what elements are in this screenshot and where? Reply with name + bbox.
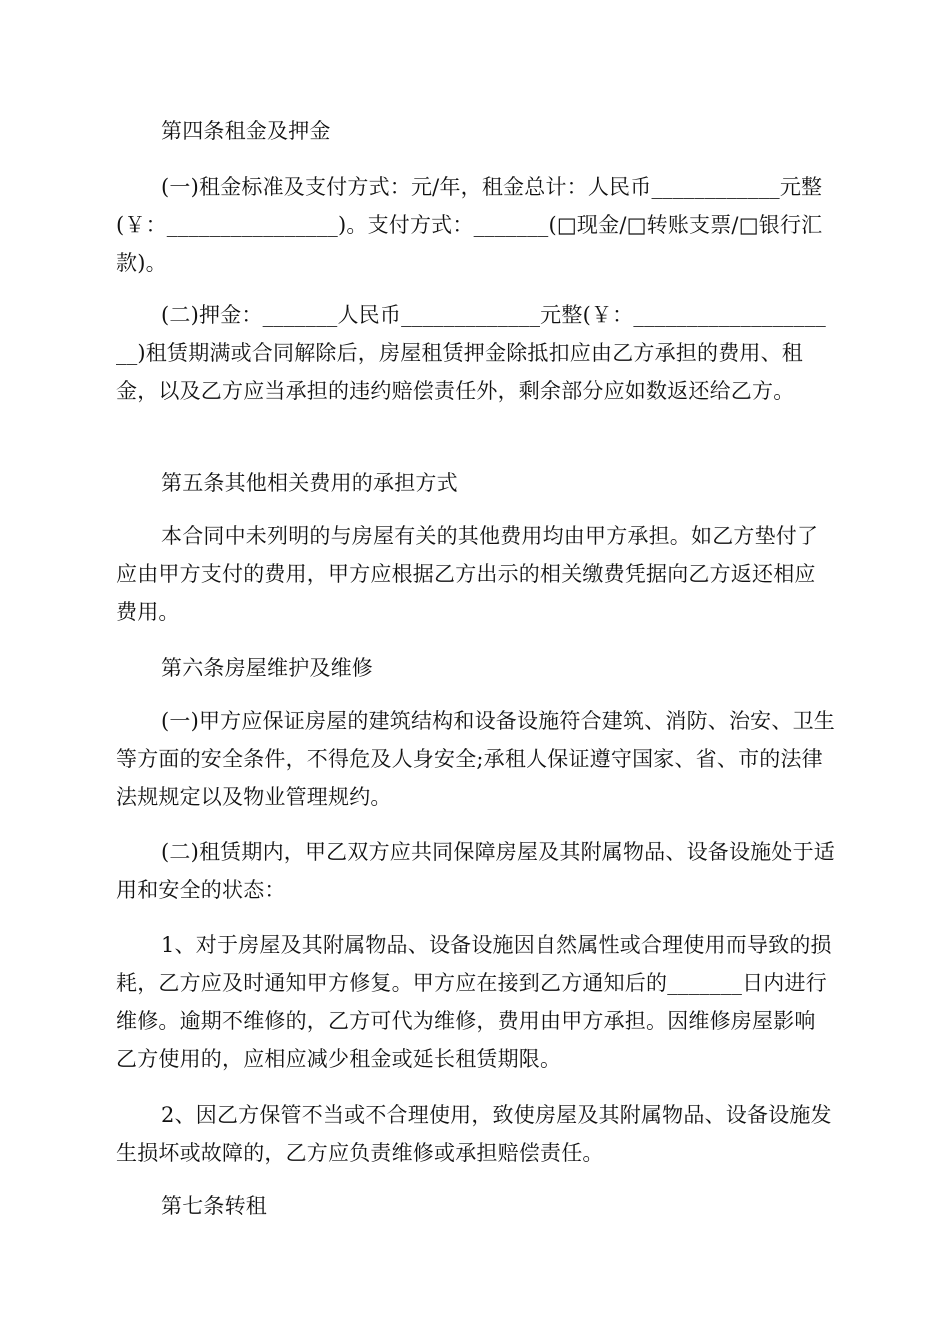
article-6-item-2-point-1: 1、对于房屋及其附属物品、设备设施因自然属性或合理使用而导致的损耗，乙方应及时通知甲方修复。甲方应在接到乙方通知后的_______日内进行维修。逾期不维修的，乙方可代为维修，费用由甲方承担。因维修房屋影响乙方使用的，应相应减少租金或延长租赁期限。 xyxy=(116,933,832,1071)
article-6-item-2: (二)租赁期内，甲乙双方应共同保障房屋及其附属物品、设备设施处于适用和安全的状态： xyxy=(116,840,835,902)
article-4-title: 第四条租金及押金 xyxy=(161,119,331,143)
article-5-paragraph: 本合同中未列明的与房屋有关的其他费用均由甲方承担。如乙方垫付了应由甲方支付的费用，甲方应根据乙方出示的相关缴费凭据向乙方返还相应费用。 xyxy=(116,524,819,624)
article-4-rent-paragraph: (一)租金标准及支付方式：元/年，租金总计：人民币____________元整(￥：________________)。支付方式：_______(□现金/□转账支票/□银行汇款)。 xyxy=(116,175,823,275)
article-5-title: 第五条其他相关费用的承担方式 xyxy=(161,471,458,495)
article-6-title: 第六条房屋维护及维修 xyxy=(161,656,373,680)
article-4-deposit-paragraph: (二)押金：_______人民币_____________元整(￥：____________________)租赁期满或合同解除后，房屋租赁押金除抵扣应由乙方承担的费用、租金，以及乙方应当承担的违约赔偿责任外，剩余部分应如数返还给乙方。 xyxy=(116,303,826,403)
article-6-item-2-point-2: 2、因乙方保管不当或不合理使用，致使房屋及其附属物品、设备设施发生损坏或故障的，乙方应负责维修或承担赔偿责任。 xyxy=(116,1103,832,1165)
article-7-title: 第七条转租 xyxy=(161,1194,267,1218)
article-6-item-1: (一)甲方应保证房屋的建筑结构和设备设施符合建筑、消防、治安、卫生等方面的安全条件，不得危及人身安全;承租人保证遵守国家、省、市的法律法规规定以及物业管理规约。 xyxy=(116,709,835,809)
